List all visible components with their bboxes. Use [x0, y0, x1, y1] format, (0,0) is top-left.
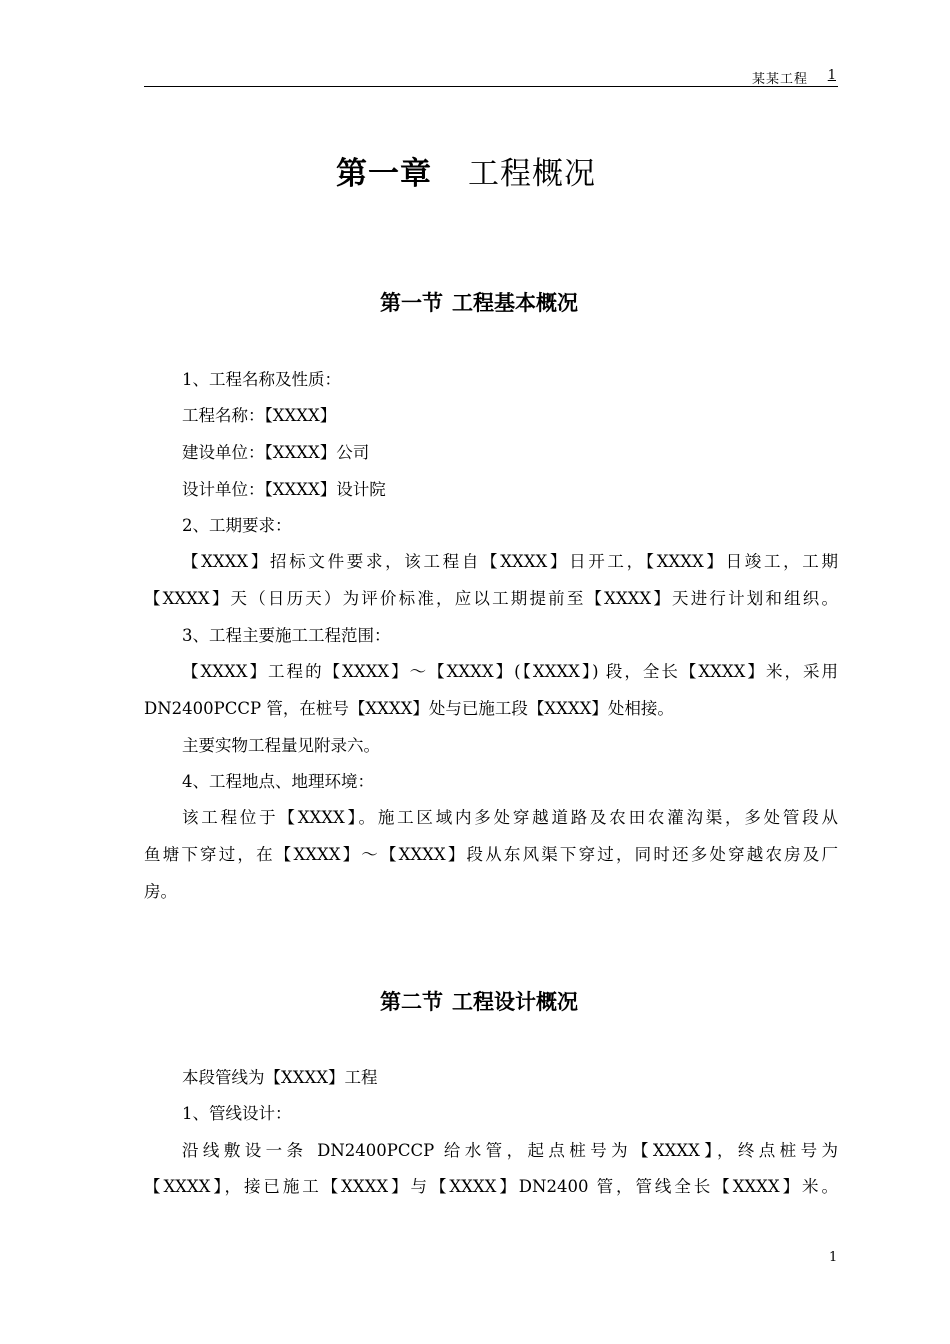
paragraph-line: 该工程位于【XXXX】。施工区域内多处穿越道路及农田农灌沟渠，多处管段从 — [182, 808, 838, 827]
paragraph-line: 【XXXX】，接已施工【XXXX】与【XXXX】DN2400 管，管线全长【XXXX】米。 — [144, 1177, 838, 1196]
section-2-title — [0, 986, 950, 1016]
footer-page-number: 1 — [829, 1250, 838, 1265]
paragraph-line: 3、工程主要施工工程范围： — [182, 626, 391, 645]
paragraph-line: 建设单位：【XXXX】公司 — [182, 443, 370, 462]
paragraph-line: 设计单位：【XXXX】设计院 — [182, 480, 386, 499]
section-1-number: 第一节 — [380, 291, 443, 315]
paragraph-line: 1、工程名称及性质： — [182, 370, 341, 389]
paragraph-line: 2、工期要求： — [182, 516, 292, 535]
chapter-title — [0, 148, 932, 193]
paragraph-line: 本段管线为【XXXX】工程 — [182, 1068, 378, 1087]
section-2-name: 工程设计概况 — [452, 990, 578, 1014]
paragraph-line: 【XXXX】天（日历天）为评价标准，应以工期提前至【XXXX】天进行计划和组织。 — [144, 589, 838, 608]
chapter-name: 工程概况 — [468, 156, 596, 192]
paragraph-line: 工程名称：【XXXX】 — [182, 406, 337, 425]
chapter-number: 第一章 — [336, 156, 432, 192]
paragraph-line: 沿线敷设一条 DN2400PCCP 给水管，起点桩号为【XXXX】，终点桩号为 — [182, 1141, 838, 1160]
header-title: 某某工程 — [751, 72, 808, 87]
paragraph-line: 主要实物工程量见附录六。 — [182, 736, 380, 755]
paragraph-line: 【XXXX】招标文件要求，该工程自【XXXX】日开工，【XXXX】日竣工，工期 — [182, 552, 838, 571]
section-2-number: 第二节 — [380, 990, 443, 1014]
paragraph-line: 4、工程地点、地理环境： — [182, 772, 374, 791]
paragraph-line: DN2400PCCP 管，在桩号【XXXX】处与已施工段【XXXX】处相接。 — [144, 699, 674, 718]
paragraph-line: 1、管线设计： — [182, 1104, 292, 1123]
section-1-title — [0, 287, 950, 317]
paragraph-line: 鱼塘下穿过，在【XXXX】～【XXXX】段从东风渠下穿过，同时还多处穿越农房及厂 — [144, 845, 838, 864]
section-1-name: 工程基本概况 — [452, 291, 578, 315]
page-header — [144, 66, 838, 87]
paragraph-line: 房。 — [144, 882, 177, 901]
header-page-number: 1 — [827, 68, 836, 83]
paragraph-line: 【XXXX】工程的【XXXX】～【XXXX】(【XXXX】) 段，全长【XXXX】米，采用 — [182, 662, 838, 681]
